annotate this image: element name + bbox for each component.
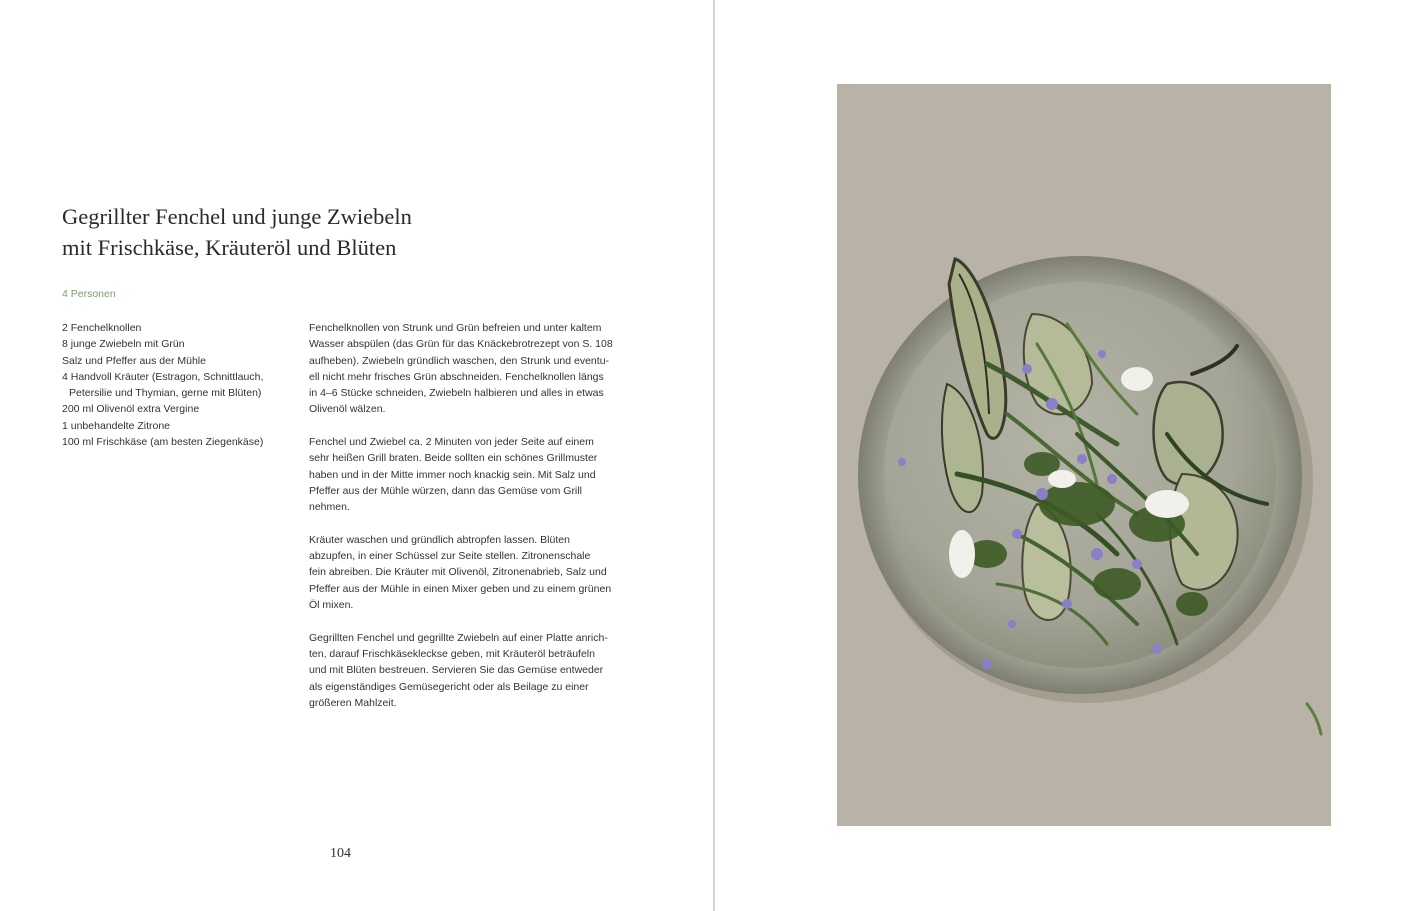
ingredient-item: 2 Fenchelknollen: [62, 322, 142, 334]
method-line: Pfeffer aus der Mühle in einen Mixer geben und zu einem grünen: [309, 582, 612, 595]
method-text: [309, 320, 639, 727]
method-line: größeren Mahlzeit.: [309, 696, 397, 709]
recipe-title: [62, 201, 582, 263]
left-page: [0, 0, 713, 911]
method-line: Gegrillten Fenchel und gegrillte Zwiebeln auf einer Platte anrich-: [309, 631, 608, 644]
plated-food-photo: [837, 84, 1331, 826]
ingredient-item: 4 Handvoll Kräuter (Estragon, Schnittlauch,: [62, 370, 264, 383]
right-page: [715, 0, 1427, 911]
method-line: aufheben). Zwiebeln gründlich waschen, den Strunk und eventu-: [309, 354, 610, 367]
ingredients-list: [62, 320, 302, 450]
ingredient-item: 100 ml Frischkäse (am besten Ziegenkäse): [62, 436, 264, 449]
method-step-2: [309, 434, 639, 515]
method-step-4: [309, 630, 639, 711]
method-line: als eigenständiges Gemüsegericht oder als Beilage zu einer: [309, 680, 589, 693]
method-line: haben und in der Mitte immer noch knackig sein. Mit Salz und: [309, 468, 596, 481]
ingredient-item: 1 unbehandelte Zitrone: [62, 419, 170, 432]
stray-sprig: [1307, 704, 1321, 734]
method-line: Fenchel und Zwiebel ca. 2 Minuten von jeder Seite auf einem: [309, 436, 594, 449]
ingredient-item: Petersilie und Thymian, gerne mit Blüten): [69, 387, 262, 400]
ingredient-item: 200 ml Olivenöl extra Vergine: [62, 403, 200, 416]
method-step-3: [309, 532, 639, 613]
ingredient-item: 8 junge Zwiebeln mit Grün: [62, 338, 185, 351]
method-line: Pfeffer aus der Mühle würzen, dann das Gemüse vom Grill: [309, 484, 582, 497]
method-line: abzupfen, in einer Schüssel zur Seite stellen. Zitronenschale: [309, 550, 591, 563]
ingredient-item: Salz und Pfeffer aus der Mühle: [62, 354, 206, 367]
page-number: 104: [330, 846, 351, 861]
servings-label: 4 Personen: [62, 288, 116, 300]
method-step-1: [309, 320, 639, 418]
method-line: und mit Blüten bestreuen. Servieren Sie das Gemüse entweder: [309, 664, 604, 677]
title-line-1: Gegrillter Fenchel und junge Zwiebeln: [62, 204, 412, 230]
method-line: nehmen.: [309, 501, 350, 514]
method-line: ten, darauf Frischkäsekleckse geben, mit Kräuteröl beträufeln: [309, 647, 595, 660]
method-line: sehr heißen Grill braten. Beide sollten ein schönes Grillmuster: [309, 452, 598, 465]
method-line: fein abreiben. Die Kräuter mit Olivenöl, Zitronenabrieb, Salz und: [309, 566, 607, 579]
method-line: Wasser abspülen (das Grün für das Knäckebrotrezept von S. 108: [309, 338, 613, 351]
method-line: ell nicht mehr frisches Grün abschneiden. Fenchelknollen längs: [309, 370, 604, 383]
method-line: Olivenöl wälzen.: [309, 403, 386, 416]
method-line: Öl mixen.: [309, 599, 354, 612]
method-line: Fenchelknollen von Strunk und Grün befreien und unter kaltem: [309, 322, 602, 334]
method-line: Kräuter waschen und gründlich abtropfen lassen. Blüten: [309, 533, 570, 546]
plated-food-photo-icon: [837, 84, 1331, 826]
title-line-2: mit Frischkäse, Kräuteröl und Blüten: [62, 235, 397, 261]
method-line: in 4–6 Stücke schneiden, Zwiebeln halbieren und alles in etwas: [309, 387, 604, 400]
